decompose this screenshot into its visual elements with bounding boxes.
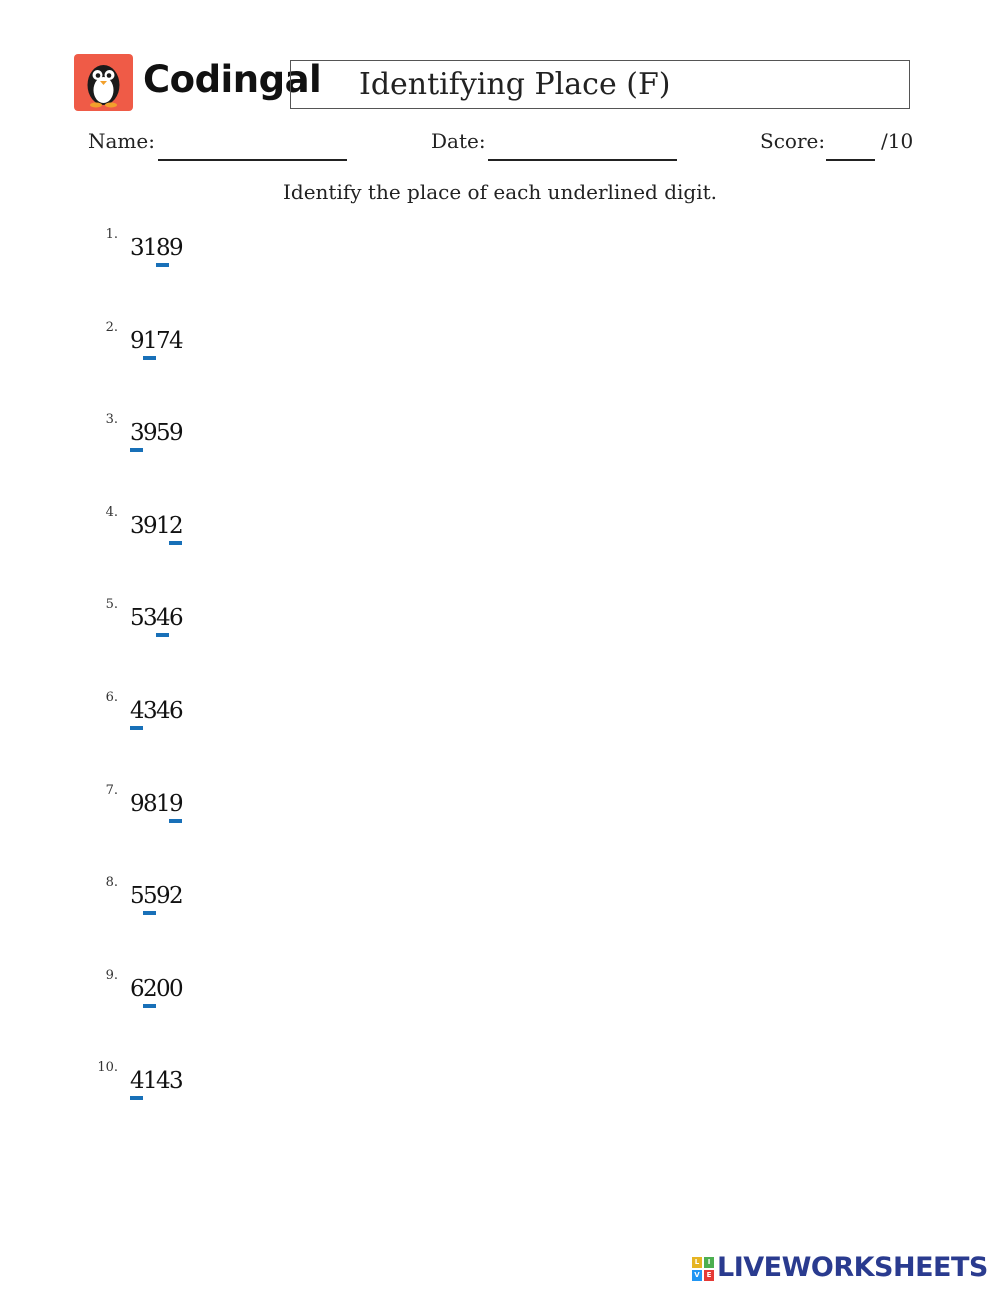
date-field[interactable]	[488, 159, 677, 161]
problem-number: 7.	[105, 783, 118, 798]
digit: 2	[169, 883, 184, 909]
digit: 4	[169, 328, 184, 354]
underlined-digit: 1	[143, 328, 158, 354]
digit: 9	[143, 420, 158, 446]
digit: 3	[130, 513, 145, 539]
problem-item	[0, 875, 400, 915]
underlined-digit: 8	[156, 235, 171, 261]
icon-letter: E	[704, 1270, 714, 1281]
icon-letter: V	[692, 1270, 702, 1281]
underlined-digit: 4	[156, 605, 171, 631]
digit: 9	[156, 883, 171, 909]
digit: 3	[143, 698, 158, 724]
page-title: Identifying Place (F)	[359, 67, 671, 102]
problem-number-value	[130, 328, 182, 354]
problem-item	[0, 783, 400, 823]
problem-item	[0, 1060, 400, 1100]
problem-item	[0, 968, 400, 1008]
codingal-logo-icon	[74, 54, 133, 111]
problem-item	[0, 690, 400, 730]
problem-item	[0, 597, 400, 637]
problem-number: 4.	[105, 505, 118, 520]
digit: 3	[169, 1068, 184, 1094]
digit: 6	[169, 605, 184, 631]
digit: 9	[169, 235, 184, 261]
brand-name: Codingal	[143, 58, 322, 101]
digit: 0	[156, 976, 171, 1002]
problem-number-value	[130, 883, 182, 909]
digit: 1	[143, 235, 158, 261]
problem-number-value	[130, 513, 182, 539]
problem-number-value	[130, 235, 182, 261]
problem-number-value	[130, 791, 182, 817]
digit: 3	[130, 235, 145, 261]
problem-item	[0, 227, 400, 267]
digit: 9	[143, 513, 158, 539]
name-field[interactable]	[158, 159, 347, 161]
problem-number-value	[130, 976, 182, 1002]
date-label: Date:	[431, 129, 486, 153]
liveworksheets-brand: LIVEWORKSHEETS	[717, 1252, 988, 1283]
problem-number: 10.	[97, 1060, 118, 1075]
digit: 5	[156, 420, 171, 446]
digit: 9	[130, 791, 145, 817]
digit: 7	[156, 328, 171, 354]
problem-number-value	[130, 605, 182, 631]
problem-item	[0, 505, 400, 545]
digit: 9	[130, 328, 145, 354]
problem-number: 8.	[105, 875, 118, 890]
problem-number: 2.	[105, 320, 118, 335]
problem-number-value	[130, 1068, 182, 1094]
underlined-digit: 3	[130, 420, 145, 446]
underlined-digit: 4	[130, 698, 145, 724]
digit: 5	[130, 605, 145, 631]
icon-letter: I	[704, 1257, 714, 1268]
problem-number-value	[130, 698, 182, 724]
problem-number: 6.	[105, 690, 118, 705]
digit: 1	[156, 513, 171, 539]
digit: 4	[156, 1068, 171, 1094]
underlined-digit: 5	[143, 883, 158, 909]
underlined-digit: 2	[169, 513, 184, 539]
score-total: /10	[881, 129, 914, 153]
title-box	[290, 60, 910, 109]
problem-number: 3.	[105, 412, 118, 427]
underlined-digit: 2	[143, 976, 158, 1002]
digit: 6	[169, 698, 184, 724]
digit: 8	[143, 791, 158, 817]
digit: 5	[130, 883, 145, 909]
underlined-digit: 9	[169, 791, 184, 817]
problem-number: 1.	[105, 227, 118, 242]
icon-letter: L	[692, 1257, 702, 1268]
digit: 3	[143, 605, 158, 631]
problem-item	[0, 320, 400, 360]
problem-number-value	[130, 420, 182, 446]
digit: 6	[130, 976, 145, 1002]
instructions: Identify the place of each underlined digit.	[283, 180, 717, 204]
score-field[interactable]	[826, 159, 875, 161]
digit: 1	[156, 791, 171, 817]
digit: 0	[169, 976, 184, 1002]
problem-number: 5.	[105, 597, 118, 612]
digit: 4	[156, 698, 171, 724]
name-label: Name:	[88, 129, 155, 153]
score-label: Score:	[760, 129, 826, 153]
problem-item	[0, 412, 400, 452]
liveworksheets-icon	[692, 1257, 714, 1281]
digit: 1	[143, 1068, 158, 1094]
underlined-digit: 4	[130, 1068, 145, 1094]
problem-number: 9.	[105, 968, 118, 983]
digit: 9	[169, 420, 184, 446]
